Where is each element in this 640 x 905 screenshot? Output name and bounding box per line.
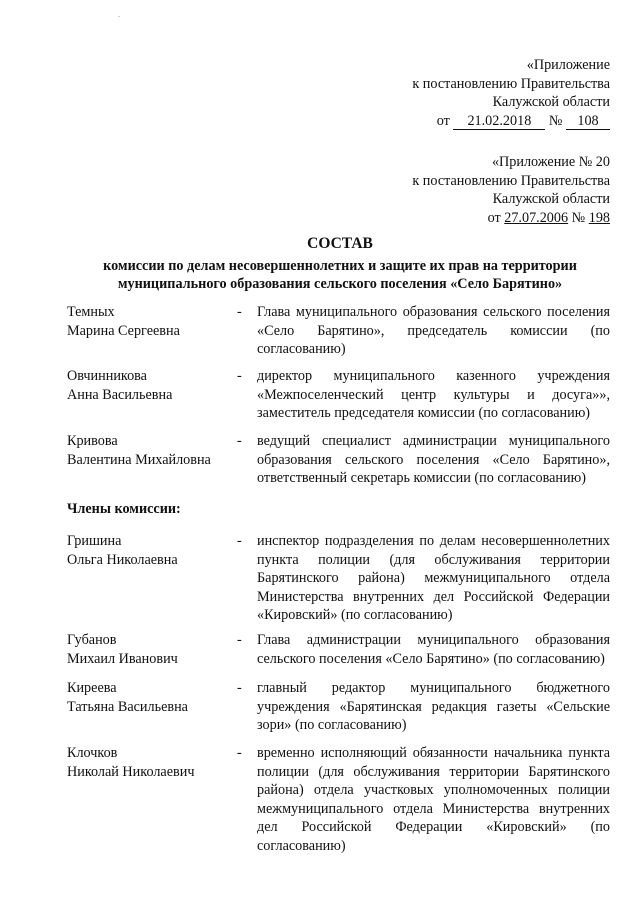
decree-date: 21.02.2018 [453,114,545,130]
document-title [60,235,620,294]
appendix-line: Калужской области [492,191,610,208]
member-position: инспектор подразделения по делам несовершеннолетних пункта полиции (для обслуживания территории Барятинского района) межмуниципального отдела Министерства внутренних дел Российской Федерации «Кировский» (по согласованию) [257,533,610,624]
member-name [67,432,237,469]
member-name [67,303,237,340]
member-first-names: Татьяна Васильевна [67,698,188,715]
member-position: главный редактор муниципального бюджетного учреждения «Барятинская редакция газеты «Сельские зори» (по согласованию) [257,680,610,734]
dash: - [237,304,242,320]
number-label: № [571,209,586,226]
member-first-names: Ольга Николаевна [67,551,178,568]
member-name [67,631,237,668]
member-position: Глава муниципального образования сельского поселения «Село Барятино», председатель комиссии (по согласованию) [257,304,610,358]
member-last-name: Губанов [67,632,117,648]
member-name [67,744,237,781]
appendix-line: «Приложение [526,57,610,73]
decree-number: 198 [588,209,610,226]
member-name [67,532,237,569]
dash: - [237,533,242,549]
appendix-line: «Приложение № 20 [491,154,610,170]
decree-number: 108 [566,114,610,130]
dash: - [237,632,242,648]
dash: - [237,680,242,696]
appendix-line: Калужской области [492,94,610,111]
members-heading: Члены комиссии: [67,501,181,517]
appendix-line: к постановлению Правительства [412,75,610,92]
dash: - [237,368,242,384]
appendix-line: к постановлению Правительства [412,172,610,189]
appendix-header-original [412,153,610,227]
member-last-name: Кривова [67,433,118,449]
member-name [67,367,237,404]
member-first-names: Михаил Иванович [67,650,178,667]
member-first-names: Николай Николаевич [67,763,195,780]
decree-date: 27.07.2006 [504,209,569,226]
appendix-date-line [412,209,610,228]
appendix-date-line [412,112,610,131]
member-last-name: Клочков [67,745,118,761]
member-first-names: Валентина Михайловна [67,451,211,468]
from-label: от [487,209,501,226]
number-label: № [548,112,563,129]
title-subtitle-line: комиссии по делам несовершеннолетних и защите их прав на территории [103,257,577,274]
member-name [67,679,237,716]
dash: - [237,433,242,449]
title-main: СОСТАВ [307,235,373,252]
member-last-name: Киреева [67,680,117,696]
member-position: директор муниципального казенного учреждения «Межпоселенческий центр культуры и досуга»», заместитель председателя комиссии (по согласованию) [257,368,610,422]
member-last-name: Темных [67,304,115,320]
member-first-names: Марина Сергеевна [67,322,180,339]
member-last-name: Гришина [67,533,122,549]
title-subtitle-line: муниципального образования сельского поселения «Село Барятино» [117,276,563,293]
dash: - [237,745,242,761]
from-label: от [436,112,450,129]
scan-mark: . [118,10,120,19]
member-position: ведущий специалист администрации муниципального образования сельского поселения «Село Барятино», ответственный секретарь комиссии (по согласованию) [257,433,610,487]
member-last-name: Овчинникова [67,368,147,384]
member-position: временно исполняющий обязанности начальника пункта полиции (для обслуживания территории Барятинского района) отдела участковых уполномоченных полиции межмуниципального отдела Министерства внутренних дел Российской Федерации «Кировский» (по согласованию) [257,745,610,854]
appendix-header-current [412,56,610,130]
member-position: Глава администрации муниципального образования сельского поселения «Село Барятино» (по согласованию) [257,632,610,667]
member-first-names: Анна Васильевна [67,386,173,403]
